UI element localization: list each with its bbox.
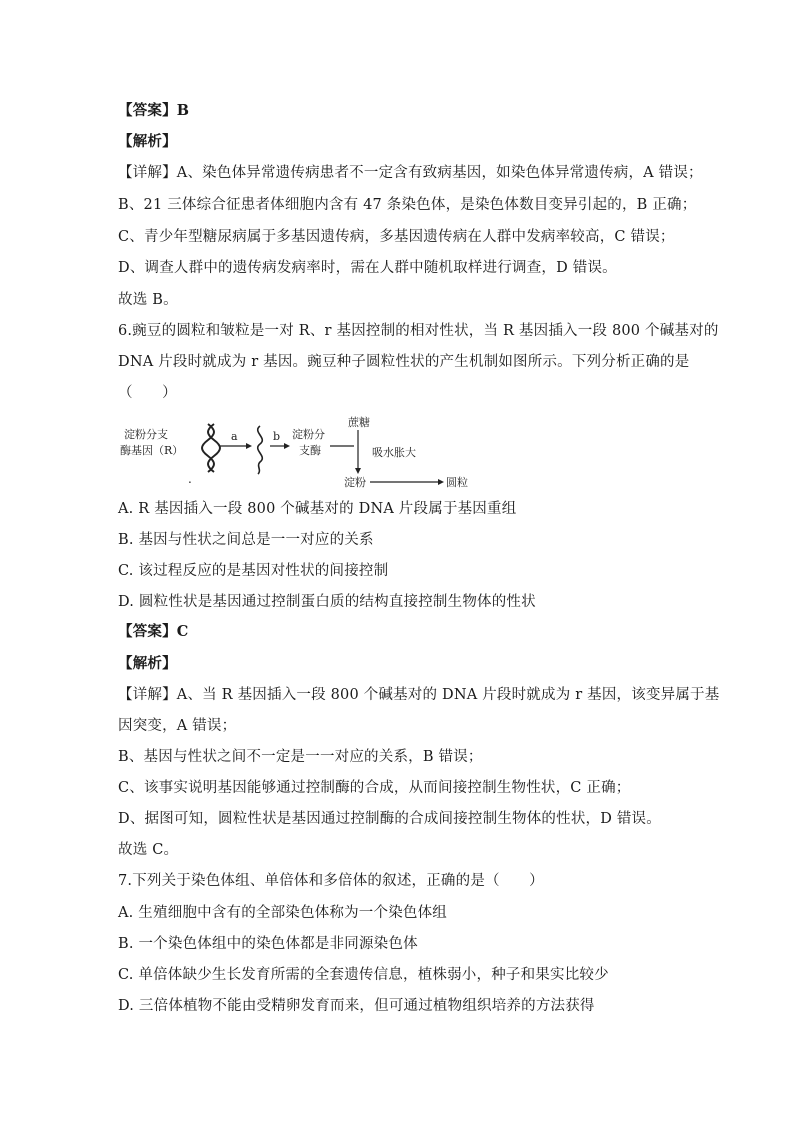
- q6-analysis-heading: 【解析】: [118, 655, 177, 672]
- q6-stem-line-1: 6.豌豆的圆粒和皱粒是一对 R、r 基因控制的相对性状，当 R 基因插入一段 800 个碱基对的: [118, 323, 719, 339]
- q7-option-c: C. 单倍体缺少生长发育所需的全套遗传信息，植株弱小，种子和果实比较少: [118, 967, 609, 983]
- q6-option-b: B. 基因与性状之间总是一一对应的关系: [118, 532, 374, 548]
- q6-answer: 【答案】C: [118, 623, 189, 640]
- q7-stem: 7.下列关于染色体组、单倍体和多倍体的叙述，正确的是（ ）: [118, 873, 544, 889]
- q5-conclusion: 故选 B。: [118, 292, 178, 308]
- q5-detail-a: 【详解】A、染色体异常遗传病患者不一定含有致病基因，如染色体异常遗传病，A 错误；: [118, 165, 703, 181]
- q6-stem-line-3: （ ）: [118, 385, 177, 401]
- q5-detail-d: D、调查人群中的遗传病发病率时，需在人群中随机取样进行调查，D 错误。: [118, 260, 617, 276]
- round-pea-mechanism-diagram: [118, 416, 498, 492]
- sucrose-label: 蔗糖: [348, 416, 370, 429]
- q7-option-a: A. 生殖细胞中含有的全部染色体称为一个染色体组: [118, 905, 447, 921]
- q6-option-c: C. 该过程反应的是基因对性状的间接控制: [118, 563, 389, 579]
- q6-detail-d: D、据图可知，圆粒性状是基因通过控制酶的合成间接控制生物体的性状，D 错误。: [118, 811, 661, 827]
- gene-label-line-1: 淀粉分支: [124, 428, 168, 441]
- starch-to-round-arrow: [370, 479, 444, 485]
- q6-option-a: A. R 基因插入一段 800 个碱基对的 DNA 片段属于基因重组: [118, 501, 517, 517]
- arrow-b: [270, 443, 290, 449]
- enzyme-label-line-1: 淀粉分: [292, 428, 325, 441]
- q6-detail-a-line-1: 【详解】A、当 R 基因插入一段 800 个碱基对的 DNA 片段时就成为 r 基因，该变异属于基: [118, 687, 720, 703]
- arrow-a-label: a: [231, 430, 238, 443]
- q5-detail-c: C、青少年型糖尿病属于多基因遗传病，多基因遗传病在人群中发病率较高，C 错误；: [118, 229, 675, 245]
- q5-answer: 【答案】B: [118, 102, 190, 119]
- arrow-b-label: b: [273, 430, 281, 443]
- water-swelling-label: 吸水胀大: [372, 446, 416, 459]
- q7-option-d: D. 三倍体植物不能由受精卵发育而来，但可通过植物组织培养的方法获得: [118, 998, 595, 1014]
- q6-detail-a-line-2: 因突变，A 错误；: [118, 718, 237, 734]
- dna-double-helix-icon: [202, 424, 220, 472]
- arrow-a: [220, 443, 252, 449]
- round-seed-label: 圆粒: [446, 476, 468, 489]
- sucrose-to-starch-arrow: [355, 430, 361, 474]
- mrna-strand-icon: [258, 426, 263, 474]
- gene-label-line-2: 酶基因（R）: [120, 444, 184, 457]
- q7-option-b: B. 一个染色体组中的染色体都是非同源染色体: [118, 936, 418, 952]
- enzyme-label-line-2: 支酶: [299, 444, 321, 457]
- q6-detail-c: C、该事实说明基因能够通过控制酶的合成，从而间接控制生物性状，C 正确；: [118, 780, 631, 796]
- q6-detail-b: B、基因与性状之间不一定是一一对应的关系，B 错误；: [118, 749, 483, 765]
- q5-analysis-heading: 【解析】: [118, 133, 177, 150]
- q5-detail-b: B、21 三体综合征患者体细胞内含有 47 条染色体，是染色体数目变异引起的，B 正确；: [118, 197, 697, 213]
- starch-label: 淀粉: [344, 476, 366, 489]
- q6-conclusion: 故选 C。: [118, 842, 179, 858]
- q6-option-d: D. 圆粒性状是基因通过控制蛋白质的结构直接控制生物体的性状: [118, 594, 536, 610]
- q6-stem-line-2: DNA 片段时就成为 r 基因。豌豆种子圆粒性状的产生机制如图所示。下列分析正确的是: [118, 354, 690, 370]
- diagram-stray-dot: .: [188, 472, 192, 486]
